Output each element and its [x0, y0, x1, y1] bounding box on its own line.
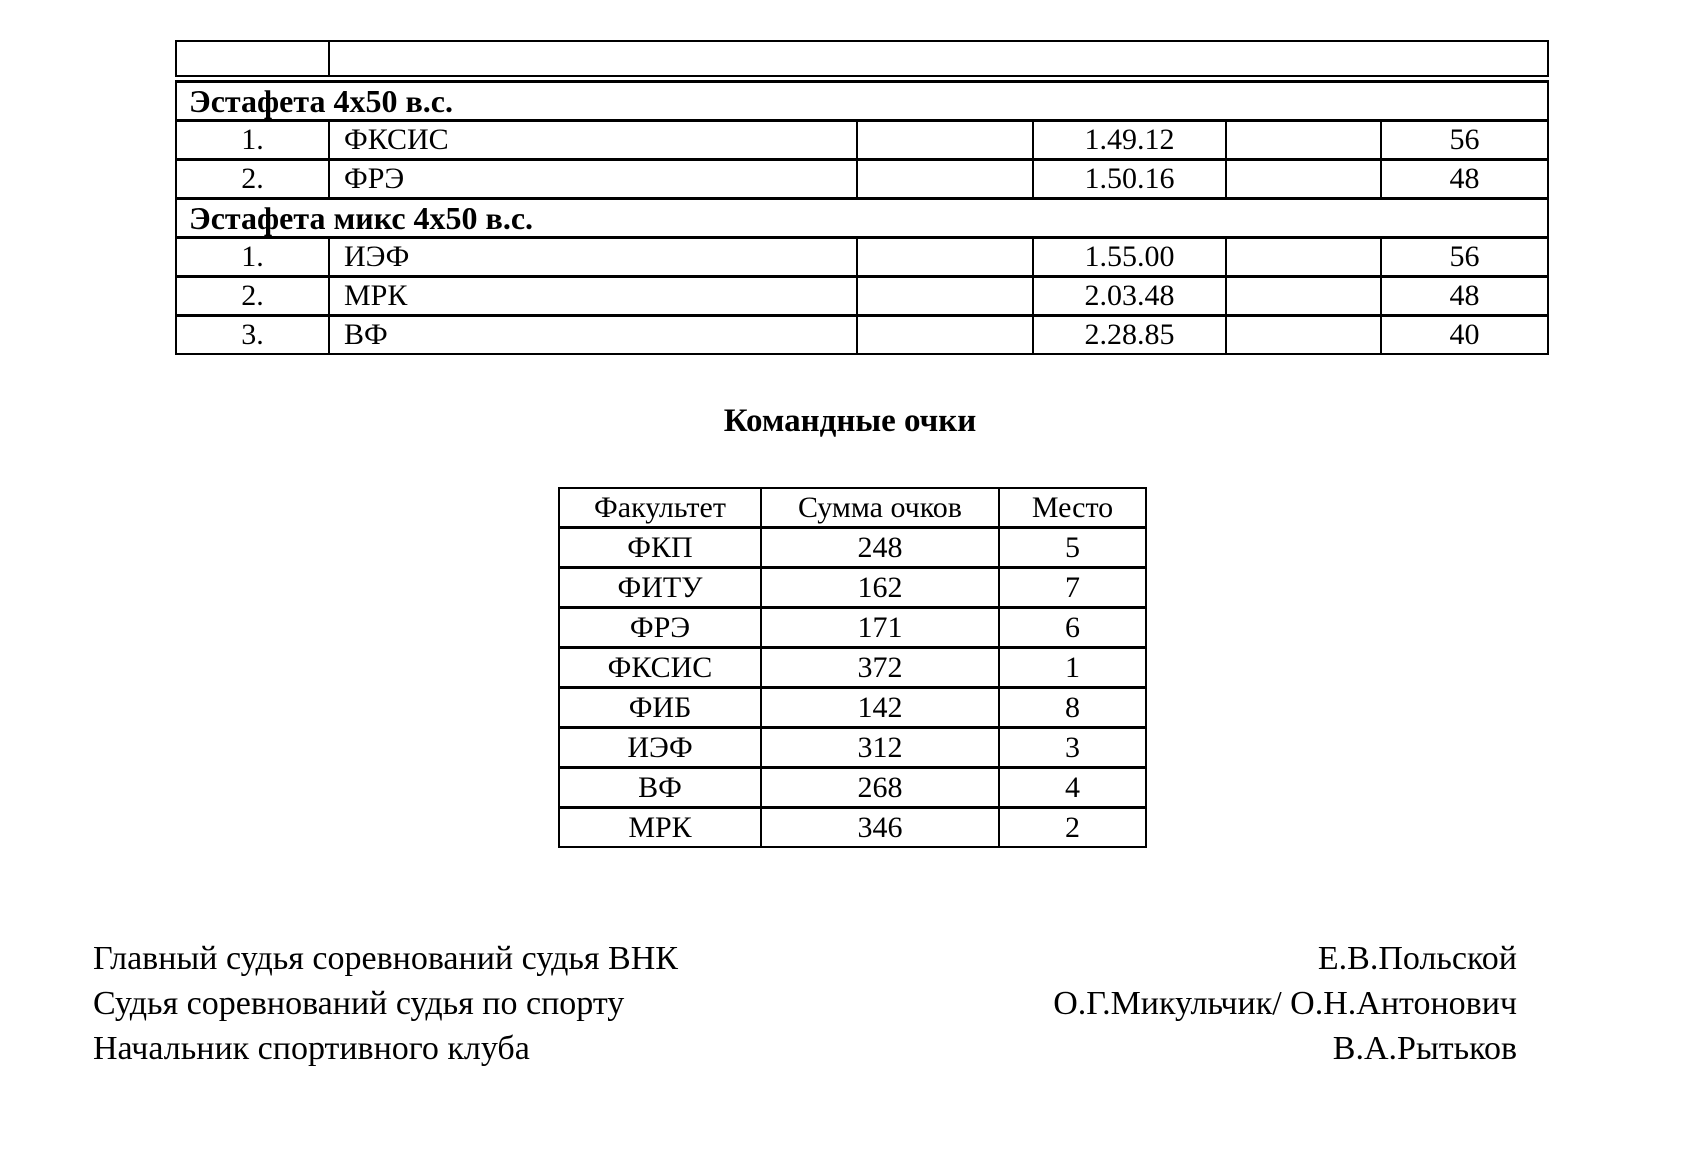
table-row: [560, 809, 1145, 846]
section-title-relay-mix-4x50: Эстафета микс 4х50 в.с.: [177, 200, 1547, 239]
place-cell: 6: [1065, 611, 1080, 644]
blank-cell: [1227, 317, 1382, 353]
place-cell: 2.: [177, 161, 330, 197]
column-header-points: Сумма очков: [762, 489, 1000, 526]
time-cell: 2.28.85: [1034, 317, 1227, 353]
table-row: [560, 609, 1145, 649]
table-row: [177, 239, 1547, 278]
table-row: [560, 529, 1145, 569]
signatures-block: [93, 936, 1517, 1071]
faculty-cell: ФИБ: [560, 689, 762, 726]
table-header-row: [560, 489, 1145, 529]
points-cell: 372: [762, 649, 1000, 686]
blank-cell: [1227, 122, 1382, 158]
relay-results-table: [175, 40, 1549, 355]
place-cell: 2.: [177, 278, 330, 314]
points-cell: 56: [1449, 123, 1480, 156]
points-cell: 48: [1449, 279, 1480, 312]
empty-header-cell-right: [330, 42, 1547, 75]
relay-table-empty-header-row: [175, 40, 1549, 77]
points-cell: 248: [762, 529, 1000, 566]
place-cell: 3: [1065, 731, 1080, 764]
table-row: [177, 122, 1547, 161]
signature-name: Е.В.Польской: [1317, 940, 1517, 977]
points-cell: 142: [762, 689, 1000, 726]
place-cell: 4: [1065, 771, 1080, 804]
blank-cell: [1227, 161, 1382, 197]
time-cell: 1.49.12: [1034, 122, 1227, 158]
faculty-cell: МРК: [560, 809, 762, 846]
signature-name: В.А.Рытьков: [1332, 1030, 1517, 1067]
signature-role: Начальник спортивного клуба: [93, 1030, 530, 1067]
points-cell: 171: [762, 609, 1000, 646]
team-cell: ВФ: [330, 317, 858, 353]
place-cell: 3.: [177, 317, 330, 353]
blank-cell: [858, 122, 1034, 158]
team-cell: МРК: [330, 278, 858, 314]
place-cell: 1.: [177, 122, 330, 158]
empty-header-cell-left: [177, 42, 330, 75]
faculty-cell: ФКСИС: [560, 649, 762, 686]
signature-role: Главный судья соревнований судья ВНК: [93, 940, 678, 977]
blank-cell: [858, 278, 1034, 314]
team-points-table: [558, 487, 1147, 848]
points-cell: 346: [762, 809, 1000, 846]
place-cell: 1: [1065, 651, 1080, 684]
time-cell: 2.03.48: [1034, 278, 1227, 314]
time-cell: 1.55.00: [1034, 239, 1227, 275]
team-cell: ИЭФ: [330, 239, 858, 275]
points-cell: 56: [1449, 240, 1480, 273]
table-row: [177, 161, 1547, 200]
signature-line: [93, 981, 1517, 1026]
table-row: [177, 278, 1547, 317]
place-cell: 5: [1065, 531, 1080, 564]
team-cell: ФРЭ: [330, 161, 858, 197]
table-row: [560, 689, 1145, 729]
blank-cell: [858, 161, 1034, 197]
section-title-relay-4x50: Эстафета 4х50 в.с.: [177, 83, 1547, 122]
place-cell: 1.: [177, 239, 330, 275]
blank-cell: [858, 317, 1034, 353]
column-header-faculty: Факультет: [560, 489, 762, 526]
points-cell: 312: [762, 729, 1000, 766]
column-header-place: Место: [1031, 491, 1114, 524]
blank-cell: [858, 239, 1034, 275]
points-cell: 48: [1449, 162, 1480, 195]
table-row: [560, 769, 1145, 809]
faculty-cell: ФРЭ: [560, 609, 762, 646]
signature-role: Судья соревнований судья по спорту: [93, 985, 625, 1022]
team-cell: ФКСИС: [330, 122, 858, 158]
points-cell: 268: [762, 769, 1000, 806]
blank-cell: [1227, 278, 1382, 314]
signature-line: [93, 936, 1517, 981]
blank-cell: [1227, 239, 1382, 275]
faculty-cell: ИЭФ: [560, 729, 762, 766]
faculty-cell: ФКП: [560, 529, 762, 566]
time-cell: 1.50.16: [1034, 161, 1227, 197]
table-row: [560, 649, 1145, 689]
points-cell: 162: [762, 569, 1000, 606]
place-cell: 8: [1065, 691, 1080, 724]
place-cell: 2: [1065, 811, 1080, 844]
team-points-title: Командные очки: [723, 403, 977, 439]
faculty-cell: ВФ: [560, 769, 762, 806]
table-row: [177, 317, 1547, 353]
table-row: [560, 569, 1145, 609]
place-cell: 7: [1065, 571, 1080, 604]
faculty-cell: ФИТУ: [560, 569, 762, 606]
table-row: [560, 729, 1145, 769]
signature-line: [93, 1026, 1517, 1071]
signature-name: О.Г.Микульчик/ О.Н.Антонович: [1053, 985, 1517, 1022]
points-cell: 40: [1449, 318, 1480, 351]
relay-table-body: [175, 80, 1549, 355]
